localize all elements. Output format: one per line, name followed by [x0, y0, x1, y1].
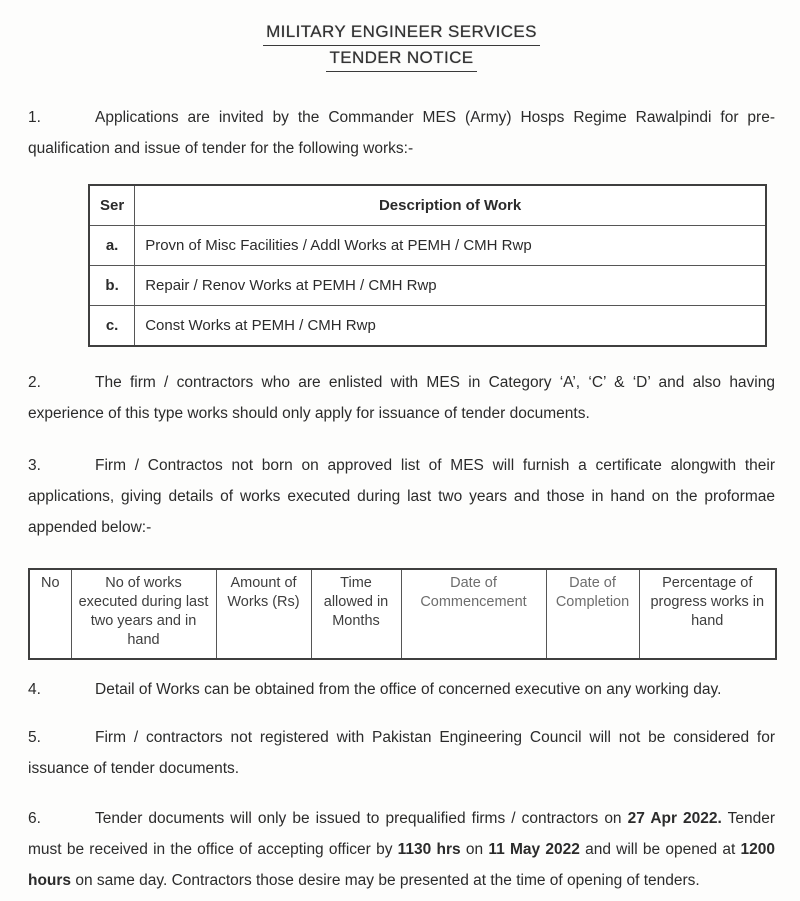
paragraph-5-number: 5. [28, 729, 41, 746]
proforma-header-date-completion: Date of Completion [546, 569, 639, 659]
works-table-header-row [89, 185, 766, 226]
works-table-header [89, 185, 766, 226]
works-table [88, 184, 767, 347]
works-row-description: Repair / Renov Works at PEMH / CMH Rwp [135, 266, 766, 306]
paragraph-4-number: 4. [28, 681, 41, 698]
paragraph-3-number: 3. [28, 457, 41, 474]
paragraph-1 [28, 102, 775, 164]
proforma-header-amount: Amount of Works (Rs) [216, 569, 311, 659]
paragraph-4-text: Detail of Works can be obtained from the office of concerned executive on any working day. [95, 681, 722, 698]
works-table-row [89, 266, 766, 306]
works-table-header-description: Description of Work [135, 185, 766, 226]
works-row-description: Provn of Misc Facilities / Addl Works at PEMH / CMH Rwp [135, 226, 766, 266]
proforma-header-date-commencement: Date of Commencement [401, 569, 546, 659]
works-table-row [89, 226, 766, 266]
paragraph-6-number: 6. [28, 810, 41, 827]
document-subtitle: TENDER NOTICE [28, 46, 775, 72]
paragraph-2-text: The firm / contractors who are enlisted with MES in Category ‘A’, ‘C’ & ‘D’ and also having experience of this type works should only apply for issuance of tender documents. [28, 374, 775, 422]
document-header [28, 20, 775, 72]
proforma-table-header-row [29, 569, 776, 659]
paragraph-1-text: Applications are invited by the Commander MES (Army) Hosps Regime Rawalpindi for pre-qualification and issue of tender for the following works:- [28, 109, 775, 157]
proforma-header-works-executed: No of works executed during last two years and in hand [71, 569, 216, 659]
works-row-ser: b. [89, 266, 135, 306]
proforma-header-no: No [29, 569, 71, 659]
document-title: MILITARY ENGINEER SERVICES [28, 20, 775, 46]
proforma-header-time-allowed: Time allowed in Months [311, 569, 401, 659]
paragraph-4 [28, 674, 775, 705]
proforma-header-percentage-progress: Percentage of progress works in hand [639, 569, 776, 659]
paragraph-6 [28, 803, 775, 896]
paragraph-2-number: 2. [28, 374, 41, 391]
proforma-table [28, 568, 777, 660]
paragraph-6-text: Tender documents will only be issued to prequalified firms / contractors on 27 Apr 2022. Tender must be received in the office of accepting officer by 1130 hrs on 11 May 2022 and will be opened at 1200 hours on same day. Contractors those desire may be presented at the time of opening of tenders. [28, 810, 776, 889]
paragraph-5 [28, 722, 775, 784]
paragraph-3-text: Firm / Contractos not born on approved list of MES will furnish a certificate alongwith their applications, giving details of works executed during last two years and those in hand on the proformae appended below:- [28, 457, 775, 536]
paragraph-1-number: 1. [28, 109, 41, 126]
paragraph-2 [28, 367, 775, 429]
works-table-row [89, 306, 766, 347]
works-row-ser: c. [89, 306, 135, 347]
works-table-header-ser: Ser [89, 185, 135, 226]
paragraph-5-text: Firm / contractors not registered with Pakistan Engineering Council will not be considered for issuance of tender documents. [28, 729, 775, 777]
works-row-ser: a. [89, 226, 135, 266]
paragraph-3 [28, 450, 775, 543]
works-row-description: Const Works at PEMH / CMH Rwp [135, 306, 766, 347]
